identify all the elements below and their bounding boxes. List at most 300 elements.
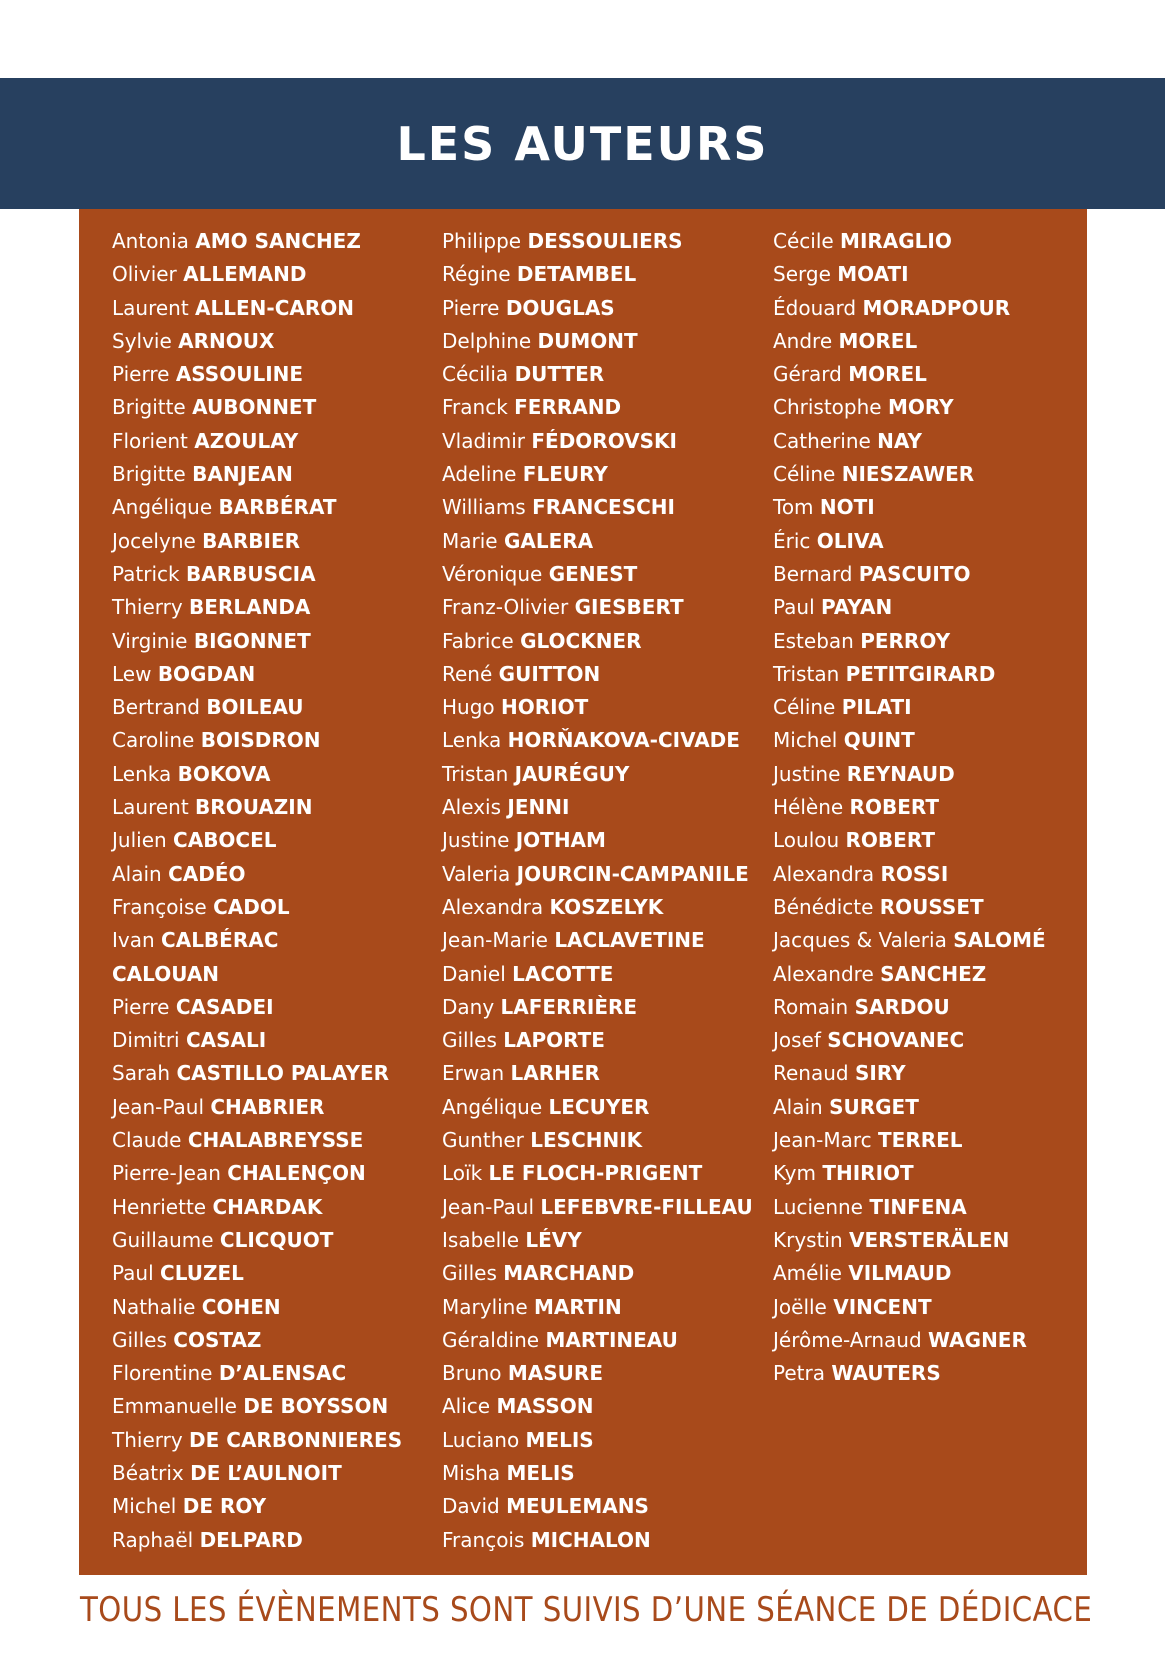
author-last-name: LE FLOCH-PRIGENT: [488, 1161, 703, 1186]
author-first-name: Pierre: [442, 295, 500, 320]
author-first-name: Bertrand: [112, 695, 200, 720]
author-last-name: D’ALENSAC: [218, 1361, 347, 1386]
author-item: [112, 824, 402, 857]
author-first-name: Angélique: [112, 495, 213, 520]
author-last-name: BOGDAN: [157, 661, 256, 686]
author-item: [442, 1224, 753, 1257]
author-first-name: Alain: [773, 1094, 823, 1119]
author-last-name: PETITGIRARD: [845, 661, 996, 686]
author-last-name: BOKOVA: [177, 761, 271, 786]
author-first-name: Hélène: [773, 795, 844, 820]
footer-tagline: TOUS LES ÉVÈNEMENTS SONT SUIVIS D’UNE SÉANCE DE DÉDICACE: [80, 1590, 1093, 1630]
author-first-name: Franz-Olivier: [442, 595, 569, 620]
author-item: [112, 558, 402, 591]
author-last-name: LAFERRIÈRE: [500, 994, 638, 1019]
author-item: [112, 1024, 402, 1057]
author-last-name: SIRY: [854, 1061, 906, 1086]
author-first-name: Loulou: [773, 828, 840, 853]
author-first-name: Emmanuelle: [112, 1394, 237, 1419]
author-last-name: CADÉO: [168, 861, 246, 886]
author-first-name: Géraldine: [442, 1327, 540, 1352]
author-first-name: Maryline: [442, 1294, 528, 1319]
author-last-name: GUITTON: [498, 661, 601, 686]
author-first-name: Jean-Marie: [442, 928, 548, 953]
author-last-name: KOSZELYK: [549, 894, 664, 919]
author-first-name: Loïk: [442, 1161, 483, 1186]
author-last-name: LESCHNIK: [530, 1128, 643, 1153]
author-last-name: FERRAND: [514, 395, 622, 420]
author-last-name: LÉVY: [525, 1227, 582, 1252]
author-item: [112, 1124, 402, 1157]
author-first-name: Virginie: [112, 628, 188, 653]
author-last-name: MICHALON: [530, 1527, 651, 1552]
author-last-name: ARNOUX: [178, 328, 275, 353]
author-first-name: Lew: [112, 661, 152, 686]
author-first-name: Jean-Paul: [112, 1094, 205, 1119]
author-item: [442, 491, 753, 524]
author-first-name: Pierre-Jean: [112, 1161, 221, 1186]
author-first-name: Antonia: [112, 229, 189, 253]
author-first-name: Henriette: [112, 1194, 207, 1219]
author-last-name: NOTI: [819, 495, 875, 520]
author-first-name: Alexandra: [773, 861, 875, 886]
author-item: [773, 724, 1046, 757]
author-item: [442, 658, 753, 691]
author-item: [442, 724, 753, 757]
author-first-name: David: [442, 1494, 500, 1519]
author-last-name: SARDOU: [854, 994, 950, 1019]
author-last-name: JAURÉGUY: [514, 761, 630, 786]
author-first-name: Misha: [442, 1460, 501, 1485]
author-item: [112, 1424, 402, 1457]
author-item: [773, 658, 1046, 691]
author-first-name: Vladimir: [442, 428, 526, 453]
author-first-name: Williams: [442, 495, 526, 520]
author-item: [773, 525, 1046, 558]
author-first-name: Gilles: [442, 1028, 497, 1053]
author-item: [773, 325, 1046, 358]
author-last-name: VERSTERÄLEN: [849, 1227, 1010, 1252]
author-item: [773, 358, 1046, 391]
author-last-name: DUTTER: [514, 362, 605, 387]
author-last-name: NAY: [877, 428, 922, 453]
author-item: [112, 292, 402, 325]
page-title: LES AUTEURS: [396, 116, 769, 171]
author-item: [442, 1257, 753, 1290]
author-first-name: Florient: [112, 428, 188, 453]
author-item: [773, 924, 1046, 957]
author-first-name: Ivan: [112, 928, 155, 953]
author-last-name: LARHER: [510, 1061, 600, 1086]
author-item: [442, 1191, 753, 1224]
author-item: [773, 1357, 1046, 1390]
author-last-name: FLEURY: [522, 462, 608, 487]
author-last-name: HORIOT: [501, 695, 589, 720]
author-first-name: Sarah: [112, 1061, 171, 1086]
author-last-name: TINFENA: [869, 1194, 967, 1219]
author-last-name: BANJEAN: [192, 462, 293, 487]
author-first-name: Alexandra: [442, 894, 544, 919]
author-item: [442, 758, 753, 791]
author-first-name: Michel: [773, 728, 838, 753]
author-first-name: Angélique: [442, 1094, 543, 1119]
author-item: [442, 325, 753, 358]
author-last-name: SANCHEZ: [880, 961, 987, 986]
author-last-name: LACLAVETINE: [554, 928, 705, 953]
author-last-name: CHARDAK: [212, 1194, 323, 1219]
author-item: [773, 1191, 1046, 1224]
author-first-name: Gunther: [442, 1128, 524, 1153]
author-item: [442, 425, 753, 458]
authors-column-3: [773, 225, 1046, 1390]
author-first-name: Andre: [773, 328, 833, 353]
author-first-name: Olivier: [112, 262, 177, 287]
author-first-name: Éric: [773, 528, 811, 553]
author-last-name: JENNI: [507, 795, 570, 820]
author-first-name: Joëlle: [773, 1294, 827, 1319]
author-last-name: WAUTERS: [831, 1361, 941, 1386]
author-last-name: ALLEMAND: [183, 262, 307, 287]
author-item: [773, 558, 1046, 591]
author-first-name: Bénédicte: [773, 894, 874, 919]
author-first-name: Béatrix: [112, 1460, 184, 1485]
author-item: [442, 558, 753, 591]
author-item: [442, 991, 753, 1024]
author-first-name: Jocelyne: [112, 528, 196, 553]
author-first-name: Delphine: [442, 328, 532, 353]
author-item: [442, 458, 753, 491]
author-last-name: CHALENÇON: [227, 1161, 366, 1186]
author-first-name: Laurent: [112, 795, 189, 820]
author-item: [442, 1390, 753, 1423]
author-first-name: Gilles: [112, 1327, 167, 1352]
author-item: [773, 791, 1046, 824]
author-item: [773, 591, 1046, 624]
author-first-name: Sylvie: [112, 328, 172, 353]
author-item: [112, 924, 402, 957]
author-item: [112, 1524, 402, 1557]
author-last-name: SALOMÉ: [953, 928, 1046, 953]
author-last-name: AZOULAY: [194, 428, 299, 453]
author-last-name: COHEN: [201, 1294, 281, 1319]
author-item: [442, 591, 753, 624]
author-item: [773, 958, 1046, 991]
author-item: [112, 525, 402, 558]
author-last-name: CLUZEL: [160, 1261, 244, 1286]
author-item: [442, 891, 753, 924]
author-first-name: Adeline: [442, 462, 517, 487]
author-item: [442, 258, 753, 291]
author-last-name: LECUYER: [548, 1094, 650, 1119]
author-first-name: Alexis: [442, 795, 502, 820]
author-last-name: PAYAN: [821, 595, 893, 620]
author-item: [773, 425, 1046, 458]
author-first-name: Kym: [773, 1161, 816, 1186]
author-item: [112, 491, 402, 524]
author-last-name: MOATI: [837, 262, 909, 287]
author-last-name: NIESZAWER: [841, 462, 975, 487]
author-item: [442, 1357, 753, 1390]
author-first-name: Édouard: [773, 295, 857, 320]
author-last-name: AUBONNET: [192, 395, 317, 420]
author-item: [773, 1257, 1046, 1290]
author-first-name: Julien: [112, 828, 167, 853]
author-item: [773, 1324, 1046, 1357]
author-last-name: GALERA: [503, 528, 594, 553]
author-item: [112, 1490, 402, 1523]
author-first-name: Véronique: [442, 561, 543, 586]
author-item: [442, 1124, 753, 1157]
author-item: [112, 891, 402, 924]
author-first-name: Lenka: [112, 761, 172, 786]
author-first-name: Marie: [442, 528, 498, 553]
author-item: [773, 824, 1046, 857]
author-last-name: MELIS: [525, 1427, 594, 1452]
author-first-name: Petra: [773, 1361, 825, 1386]
author-item: [112, 591, 402, 624]
author-first-name: Nathalie: [112, 1294, 196, 1319]
author-item: [112, 325, 402, 358]
author-first-name: Esteban: [773, 628, 854, 653]
author-first-name: Erwan: [442, 1061, 505, 1086]
author-last-name: LACOTTE: [512, 961, 614, 986]
author-last-name: JOTHAM: [515, 828, 606, 853]
author-last-name: ALLEN-CARON: [195, 295, 355, 320]
author-first-name: Tristan: [773, 661, 840, 686]
author-item: [112, 991, 402, 1024]
author-item: [112, 658, 402, 691]
author-first-name: Paul: [112, 1261, 154, 1286]
author-first-name: Alain: [112, 861, 162, 886]
author-item: [112, 724, 402, 757]
author-item: [442, 1457, 753, 1490]
author-item: [442, 391, 753, 424]
author-last-name: CADOL: [213, 894, 290, 919]
author-item: [442, 691, 753, 724]
author-first-name: Thierry: [112, 595, 183, 620]
author-first-name: Lucienne: [773, 1194, 863, 1219]
author-first-name: Lenka: [442, 728, 502, 753]
author-last-name: MORADPOUR: [862, 295, 1011, 320]
author-last-name: REYNAUD: [846, 761, 955, 786]
author-first-name: Dimitri: [112, 1028, 180, 1053]
author-item: [112, 358, 402, 391]
author-item: [442, 1424, 753, 1457]
author-first-name: Paul: [773, 595, 815, 620]
author-item: [442, 292, 753, 325]
author-item: [442, 358, 753, 391]
author-item: [773, 691, 1046, 724]
author-item: [112, 458, 402, 491]
author-item: [773, 225, 1046, 258]
author-item: [773, 991, 1046, 1024]
author-item: [112, 1357, 402, 1390]
author-item: [773, 758, 1046, 791]
author-last-name: LEFEBVRE-FILLEAU: [540, 1194, 753, 1219]
author-first-name: Brigitte: [112, 462, 186, 487]
author-last-name: JOURCIN-CAMPANILE: [516, 861, 749, 886]
author-first-name: Alexandre: [773, 961, 874, 986]
author-first-name: Claude: [112, 1128, 182, 1153]
author-last-name: MASURE: [507, 1361, 603, 1386]
author-first-name: Jean-Paul: [442, 1194, 535, 1219]
author-item: [773, 391, 1046, 424]
author-first-name: Raphaël: [112, 1527, 194, 1552]
author-first-name: Patrick: [112, 561, 180, 586]
author-last-name: MASSON: [496, 1394, 594, 1419]
author-last-name: CALBÉRAC: [161, 928, 279, 953]
author-first-name: Jean-Marc: [773, 1128, 872, 1153]
author-item: [442, 824, 753, 857]
author-item: [112, 858, 402, 891]
author-item: [112, 1091, 402, 1124]
author-item: [773, 1024, 1046, 1057]
author-last-name: SURGET: [829, 1094, 919, 1119]
author-last-name: DESSOULIERS: [527, 229, 683, 253]
author-first-name: Serge: [773, 262, 831, 287]
author-first-name: Philippe: [442, 229, 522, 253]
author-last-name: PERROY: [860, 628, 951, 653]
author-last-name: MARTINEAU: [545, 1327, 678, 1352]
author-last-name: BROUAZIN: [195, 795, 313, 820]
author-first-name: Tristan: [442, 761, 509, 786]
author-first-name: Pierre: [112, 994, 170, 1019]
author-first-name: Catherine: [773, 428, 871, 453]
author-last-name: MOREL: [848, 362, 927, 387]
author-item: [112, 1157, 402, 1190]
author-first-name: Fabrice: [442, 628, 514, 653]
author-first-name: Françoise: [112, 894, 207, 919]
author-first-name: Dany: [442, 994, 495, 1019]
author-first-name: Hugo: [442, 695, 495, 720]
author-first-name: Bruno: [442, 1361, 502, 1386]
author-item: [112, 958, 402, 991]
author-last-name: ROBERT: [849, 795, 939, 820]
author-last-name: TERREL: [878, 1128, 963, 1153]
author-last-name: SCHOVANEC: [827, 1028, 965, 1053]
author-item: [112, 1224, 402, 1257]
author-first-name: Renaud: [773, 1061, 849, 1086]
author-last-name: DE BOYSSON: [243, 1394, 389, 1419]
author-last-name: CASALI: [185, 1028, 267, 1053]
author-item: [773, 458, 1046, 491]
author-first-name: Céline: [773, 695, 836, 720]
author-first-name: Christophe: [773, 395, 882, 420]
author-first-name: Pierre: [112, 362, 170, 387]
author-first-name: Michel: [112, 1494, 177, 1519]
author-last-name: COSTAZ: [173, 1327, 262, 1352]
author-first-name: Tom: [773, 495, 814, 520]
author-item: [442, 1490, 753, 1523]
author-item: [773, 1124, 1046, 1157]
author-item: [773, 1291, 1046, 1324]
author-last-name: BOISDRON: [200, 728, 321, 753]
author-item: [112, 1057, 402, 1090]
author-last-name: MARTIN: [534, 1294, 622, 1319]
authors-panel: [79, 209, 1087, 1575]
author-last-name: CALOUAN: [112, 961, 220, 986]
author-last-name: WAGNER: [928, 1327, 1027, 1352]
author-first-name: René: [442, 661, 493, 686]
author-item: [442, 858, 753, 891]
author-first-name: Guillaume: [112, 1227, 214, 1252]
author-last-name: PILATI: [841, 695, 912, 720]
header-banner: [0, 78, 1165, 209]
author-last-name: CHABRIER: [210, 1094, 325, 1119]
author-last-name: BARBUSCIA: [185, 561, 316, 586]
author-item: [112, 691, 402, 724]
author-item: [112, 1390, 402, 1423]
author-last-name: BARBIER: [202, 528, 301, 553]
author-item: [442, 225, 753, 258]
author-item: [773, 491, 1046, 524]
author-last-name: AMO SANCHEZ: [195, 229, 361, 253]
author-last-name: DE L’AULNOIT: [190, 1460, 342, 1485]
author-item: [112, 1191, 402, 1224]
author-item: [773, 1057, 1046, 1090]
author-last-name: GENEST: [548, 561, 638, 586]
author-item: [442, 924, 753, 957]
author-item: [773, 625, 1046, 658]
author-item: [773, 1091, 1046, 1124]
author-last-name: GIESBERT: [574, 595, 684, 620]
author-item: [112, 1257, 402, 1290]
author-item: [442, 1157, 753, 1190]
author-item: [773, 258, 1046, 291]
author-first-name: Brigitte: [112, 395, 186, 420]
author-item: [442, 958, 753, 991]
author-first-name: Bernard: [773, 561, 853, 586]
author-first-name: Gérard: [773, 362, 842, 387]
author-first-name: Josef: [773, 1028, 821, 1053]
author-last-name: DELPARD: [199, 1527, 303, 1552]
author-first-name: Krystin: [773, 1227, 843, 1252]
author-last-name: FRANCESCHI: [532, 495, 675, 520]
author-last-name: CASADEI: [175, 994, 274, 1019]
author-first-name: Alice: [442, 1394, 491, 1419]
author-first-name: Valeria: [442, 861, 511, 886]
author-first-name: Isabelle: [442, 1227, 519, 1252]
author-first-name: Cécilia: [442, 362, 509, 387]
author-last-name: DE ROY: [182, 1494, 267, 1519]
author-item: [442, 1024, 753, 1057]
author-item: [112, 625, 402, 658]
author-first-name: Jérôme-Arnaud: [773, 1327, 922, 1352]
author-last-name: MORY: [887, 395, 954, 420]
author-item: [442, 1091, 753, 1124]
author-last-name: DE CARBONNIERES: [189, 1427, 403, 1452]
authors-column-1: [112, 225, 402, 1557]
author-last-name: THIRIOT: [822, 1161, 914, 1186]
author-last-name: VILMAUD: [848, 1261, 952, 1286]
author-item: [112, 1324, 402, 1357]
author-first-name: Céline: [773, 462, 836, 487]
author-last-name: QUINT: [843, 728, 915, 753]
author-last-name: FÉDOROVSKI: [531, 428, 677, 453]
author-item: [112, 258, 402, 291]
author-item: [442, 791, 753, 824]
author-last-name: MARCHAND: [503, 1261, 635, 1286]
author-first-name: Jacques & Valeria: [773, 928, 947, 953]
author-item: [112, 758, 402, 791]
author-last-name: CABOCEL: [173, 828, 277, 853]
author-item: [773, 858, 1046, 891]
author-last-name: PASCUITO: [858, 561, 971, 586]
author-last-name: BOILEAU: [206, 695, 304, 720]
author-last-name: BIGONNET: [193, 628, 311, 653]
author-last-name: MIRAGLIO: [840, 229, 952, 253]
author-last-name: ASSOULINE: [175, 362, 304, 387]
